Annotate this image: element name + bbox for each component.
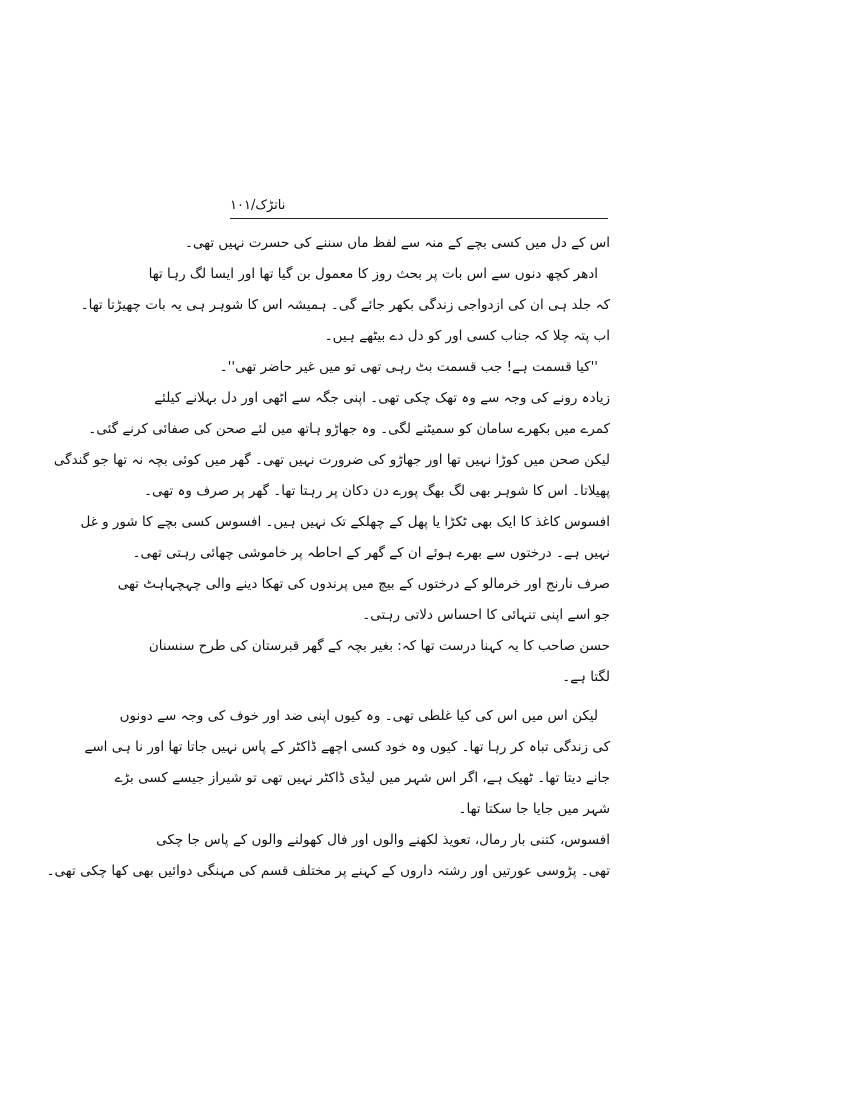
running-title-page-number: ناتڑک/۱۰۱ — [230, 198, 286, 213]
text-line: لیکن صحن میں کوڑا نہیں تھا اور جھاڑو کی ضرورت نہیں تھی۔ گھر میں کوئی بچہ نہ تھا جو گندگی — [53, 452, 610, 468]
text-line: حسن صاحب کا یہ کہنا درست تھا کہ: بغیر بچہ کے گھر قبرستان کی طرح سنسنان — [148, 638, 610, 654]
text-line: جو اسے اپنی تنہائی کا احساس دلاتی رہتی۔ — [362, 607, 610, 623]
text-line: اس کے دل میں کسی بچے کے منہ سے لفظ ماں سننے کی حسرت نہیں تھی۔ — [185, 235, 610, 251]
text-line: کمرے میں بکھرے سامان کو سمیٹنے لگی۔ وہ جھاڑو ہاتھ میں لئے صحن کی صفائی کرنے گئی۔ — [88, 421, 610, 437]
text-line: تھی۔ پڑوسی عورتیں اور رشتہ داروں کے کہنے پر مختلف قسم کی مہنگی دوائیں بھی کھا چکی تھی۔ — [46, 863, 610, 879]
text-line: نہیں ہے۔ درختوں سے بھرے ہوئے ان کے گھر کے احاطہ پر خاموشی چھائی رہتی تھی۔ — [132, 545, 610, 561]
text-line: کہ جلد ہی ان کی ازدواجی زندگی بکھر جائے گی۔ ہمیشہ اس کا شوہر ہی یہ بات چھیڑتا تھا۔ — [80, 297, 610, 313]
text-line: اب پتہ چلا کہ جناب کسی اور کو دل دے بیٹھے ہیں۔ — [324, 328, 610, 344]
text-line: جانے دیتا تھا۔ ٹھیک ہے، اگر اس شہر میں لیڈی ڈاکٹر نہیں تھی تو شیراز جیسے کسی بڑے — [114, 770, 610, 786]
text-line: زیادہ رونے کی وجہ سے وہ تھک چکی تھی۔ اپنی جگہ سے اٹھی اور دل بہلانے کیلئے — [154, 390, 610, 406]
text-line: لیکن اس میں اس کی کیا غلطی تھی۔ وہ کیوں اپنی ضد اور خوف کی وجہ سے دونوں — [119, 708, 598, 724]
text-line: لگتا ہے۔ — [562, 669, 610, 685]
text-line: صرف نارنج اور خرمالو کے درختوں کے بیچ میں پرندوں کی تھکا دینے والی چہچہاہٹ تھی — [117, 576, 610, 592]
text-line: افسوس، کتنی بار رمال، تعویذ لکھنے والوں اور فال کھولنے والوں کے پاس جا چکی — [156, 832, 610, 848]
text-line: شہر میں جایا جا سکتا تھا۔ — [458, 801, 610, 817]
text-line: ادھر کچھ دنوں سے اس بات پر بحث روز کا معمول بن گیا تھا اور ایسا لگ رہا تھا — [148, 266, 598, 282]
text-line: پھیلاتا۔ اس کا شوہر بھی لگ بھگ پورے دن دکان پر رہتا تھا۔ گھر پر صرف وہ تھی۔ — [144, 483, 610, 499]
text-line: کی زندگی تباہ کر رہا تھا۔ کیوں وہ خود کسی اچھے ڈاکٹر کے پاس نہیں جاتا تھا اور نا ہی اسے — [84, 739, 610, 755]
story-text-body — [46, 228, 610, 887]
text-line: ''کیا قسمت ہے! جب قسمت بٹ رہی تھی تو میں غیر حاضر تھی''۔ — [219, 359, 598, 375]
page-header — [230, 198, 608, 219]
text-line: افسوس کاغذ کا ایک بھی ٹکڑا یا پھل کے چھلکے تک نہیں ہیں۔ افسوس کسی بچے کا شور و غل — [80, 514, 610, 530]
